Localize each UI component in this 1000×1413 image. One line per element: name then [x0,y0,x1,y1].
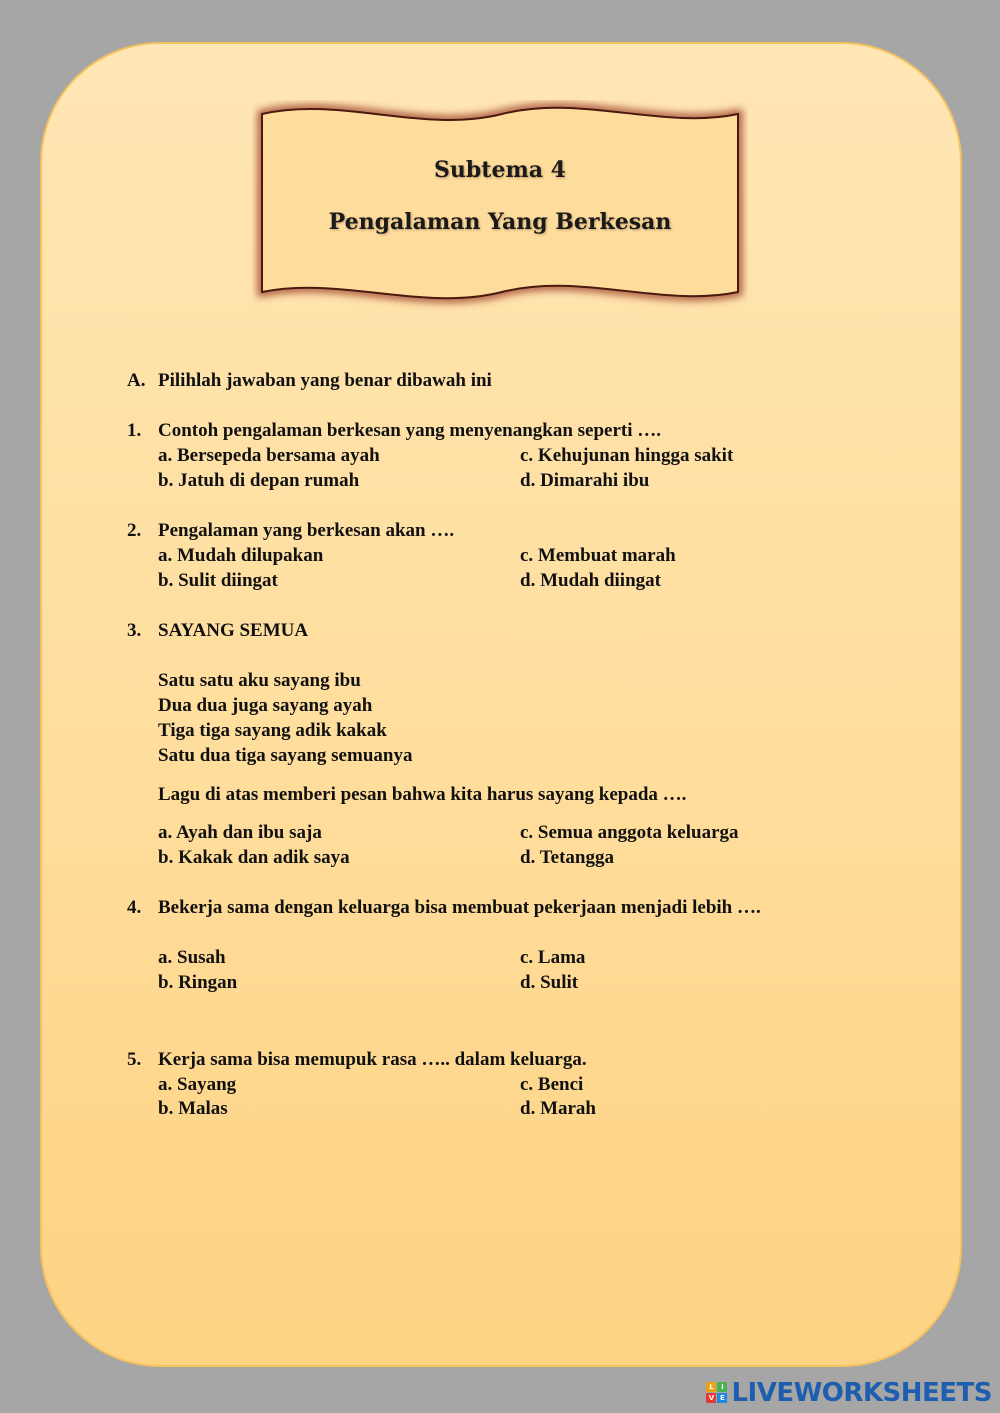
scroll-banner-shape [252,100,748,312]
option-a[interactable]: a. Sayang [158,1074,237,1095]
watermark-text: LIVEWORKSHEETS [731,1378,992,1408]
poem-line: Dua dua juga sayang ayah [158,695,373,716]
liveworksheets-icon: L I V E [706,1382,728,1404]
option-b[interactable]: b. Kakak dan adik saya [158,847,350,868]
option-d[interactable]: d. Dimarahi ibu [520,470,650,491]
option-b[interactable]: b. Malas [158,1098,228,1119]
option-b[interactable]: b. Sulit diingat [158,570,278,591]
question-text: Pengalaman yang berkesan akan …. [158,520,455,541]
option-a[interactable]: a. Ayah dan ibu saja [158,822,322,843]
option-d[interactable]: d. Sulit [520,972,579,993]
question-number: 3. [127,620,142,641]
section-label: A. [127,370,146,391]
song-title: SAYANG SEMUA [158,620,309,641]
option-d[interactable]: d. Tetangga [520,847,614,868]
banner-subtitle: Pengalaman Yang Berkesan [328,209,672,235]
option-c[interactable]: c. Benci [520,1074,584,1095]
option-d[interactable]: d. Marah [520,1098,596,1119]
banner-title: Subtema 4 [434,157,566,183]
question-text: Bekerja sama dengan keluarga bisa membuat pekerjaan menjadi lebih …. [158,897,761,918]
question-number: 2. [127,520,142,541]
option-b[interactable]: b. Ringan [158,972,238,993]
option-a[interactable]: a. Bersepeda bersama ayah [158,445,380,466]
poem-line: Tiga tiga sayang adik kakak [158,720,387,741]
option-c[interactable]: c. Lama [520,947,586,968]
option-b[interactable]: b. Jatuh di depan rumah [158,470,360,491]
poem-line: Satu dua tiga sayang semuanya [158,745,413,766]
poem-line: Satu satu aku sayang ibu [158,670,361,691]
option-a[interactable]: a. Susah [158,947,226,968]
question-text: Kerja sama bisa memupuk rasa ….. dalam keluarga. [158,1049,587,1070]
option-c[interactable]: c. Membuat marah [520,545,676,566]
liveworksheets-logo [706,1378,992,1408]
option-c[interactable]: c. Semua anggota keluarga [520,822,739,843]
question-number: 4. [127,897,142,918]
option-c[interactable]: c. Kehujunan hingga sakit [520,445,734,466]
section-instruction: Pilihlah jawaban yang benar dibawah ini [158,370,492,391]
option-a[interactable]: a. Mudah dilupakan [158,545,324,566]
option-d[interactable]: d. Mudah diingat [520,570,661,591]
question-number: 1. [127,420,142,441]
title-banner [252,100,748,312]
question-number: 5. [127,1049,142,1070]
question-text: Lagu di atas memberi pesan bahwa kita harus sayang kepada …. [158,784,687,805]
question-text: Contoh pengalaman berkesan yang menyenangkan seperti …. [158,420,662,441]
